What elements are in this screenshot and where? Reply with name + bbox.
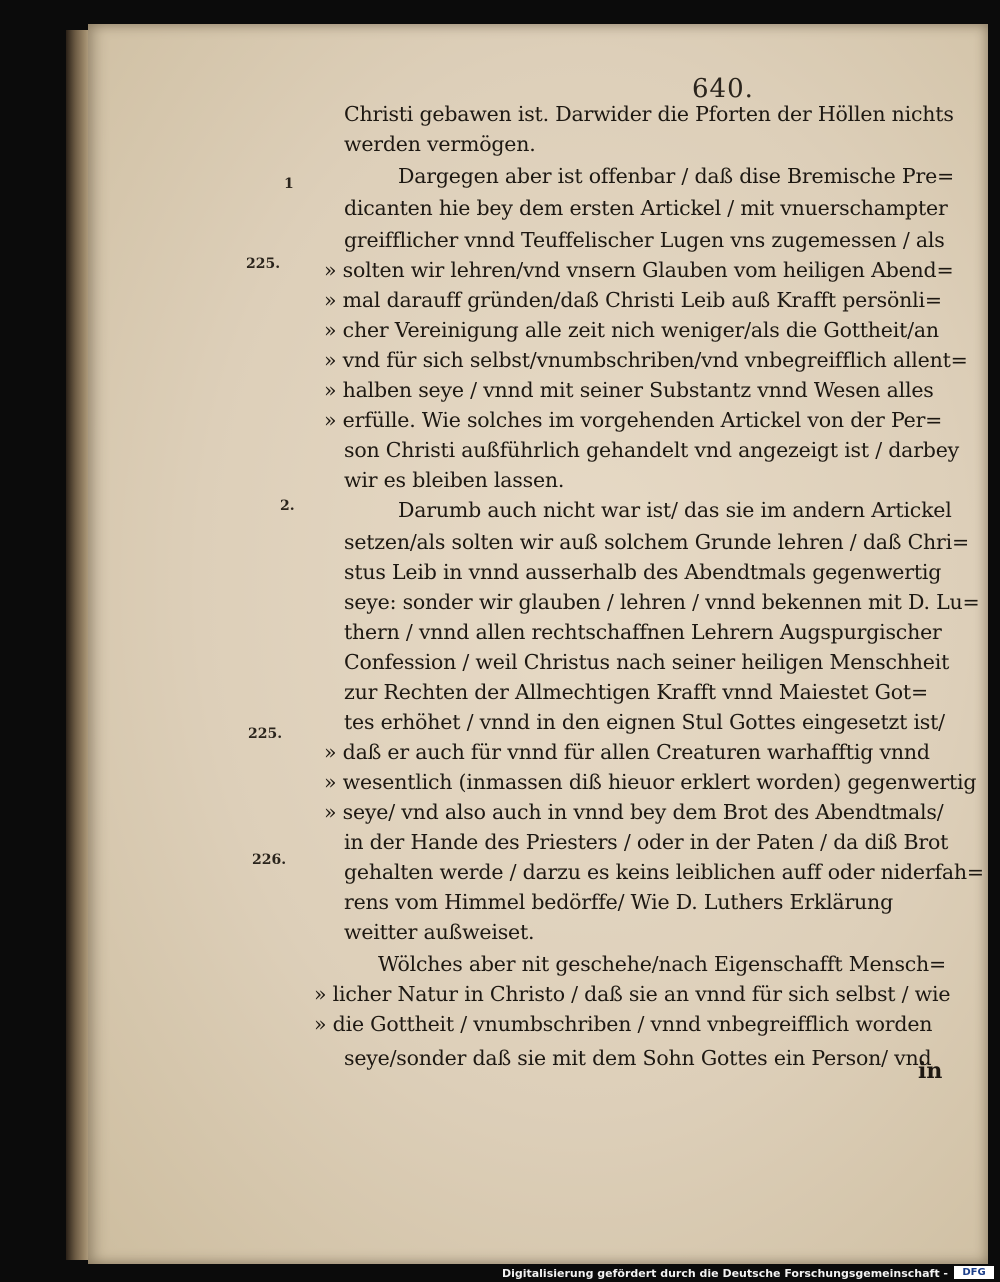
page-number: 640.: [692, 74, 754, 104]
text-line: son Christi außführlich gehandelt vnd angezeigt ist / darbey: [344, 438, 960, 462]
text-line: rens vom Himmel bedörffe/ Wie D. Luthers Erklärung: [344, 890, 893, 914]
text-line: seye: sonder wir glauben / lehren / vnnd bekennen mit D. Lu=: [344, 590, 980, 614]
text-line: » vnd für sich selbst/vnumbschriben/vnd vnbegreifflich allent=: [324, 348, 968, 372]
text-line: » mal darauff gründen/daß Christi Leib auß Krafft persönli=: [324, 288, 942, 312]
dfg-logo-icon: DFG: [954, 1266, 994, 1279]
text-line: stus Leib in vnnd ausserhalb des Abendtmals gegenwertig: [344, 560, 942, 584]
footer-bar: [0, 1264, 1000, 1282]
text-line: dicanten hie bey dem ersten Artickel / mit vnuerschampter: [344, 196, 948, 220]
book-page: [88, 24, 988, 1264]
text-line: wir es bleiben lassen.: [344, 468, 565, 492]
text-line: Confession / weil Christus nach seiner heiligen Menschheit: [344, 650, 950, 674]
text-line: Wölches aber nit geschehe/nach Eigenschafft Mensch=: [378, 952, 947, 976]
text-line: » cher Vereinigung alle zeit nich weniger/als die Gottheit/an: [324, 318, 939, 342]
text-line: Darumb auch nicht war ist/ das sie im andern Artickel: [398, 498, 952, 522]
text-line: setzen/als solten wir auß solchem Grunde lehren / daß Chri=: [344, 530, 969, 554]
funding-credit: Digitalisierung gefördert durch die Deutsche Forschungsgemeinschaft -: [501, 1267, 948, 1280]
text-line: gehalten werde / darzu es keins leiblichen auff oder niderfah=: [344, 860, 984, 884]
text-line: weitter außweiset.: [344, 920, 535, 944]
text-line: » halben seye / vnnd mit seiner Substantz vnnd Wesen alles: [324, 378, 934, 402]
text-line: Christi gebawen ist. Darwider die Pforten der Höllen nichts: [344, 102, 954, 126]
text-line: » solten wir lehren/vnd vnsern Glauben vom heiligen Abend=: [324, 258, 954, 282]
margin-note: 1: [284, 176, 294, 192]
text-line: » erfülle. Wie solches im vorgehenden Artickel von der Per=: [324, 408, 943, 432]
text-line: werden vermögen.: [344, 132, 536, 156]
margin-note: 2.: [280, 498, 295, 514]
text-line: » daß er auch für vnnd für allen Creaturen warhafftig vnnd: [324, 740, 930, 764]
catchword: in: [918, 1058, 943, 1084]
text-line: greifflicher vnnd Teuffelischer Lugen vns zugemessen / als: [344, 228, 945, 252]
margin-note: 225.: [246, 256, 281, 272]
margin-note: 225.: [248, 726, 283, 742]
margin-note: 226.: [252, 852, 287, 868]
text-line: Dargegen aber ist offenbar / daß dise Bremische Pre=: [398, 164, 954, 188]
text-line: thern / vnnd allen rechtschaffnen Lehrern Augspurgischer: [344, 620, 942, 644]
text-line: seye/sonder daß sie mit dem Sohn Gottes ein Person/ vnd: [344, 1046, 932, 1070]
text-line: tes erhöhet / vnnd in den eignen Stul Gottes eingesetzt ist/: [344, 710, 945, 734]
text-line: » wesentlich (inmassen diß hieuor erklert worden) gegenwertig: [324, 770, 977, 794]
text-line: zur Rechten der Allmechtigen Krafft vnnd Maiestet Got=: [344, 680, 928, 704]
text-line: » die Gottheit / vnumbschriben / vnnd vnbegreifflich worden: [314, 1012, 933, 1036]
text-line: » licher Natur in Christo / daß sie an vnnd für sich selbst / wie: [314, 982, 951, 1006]
text-line: » seye/ vnd also auch in vnnd bey dem Brot des Abendtmals/: [324, 800, 944, 824]
text-line: in der Hande des Priesters / oder in der Paten / da diß Brot: [344, 830, 949, 854]
